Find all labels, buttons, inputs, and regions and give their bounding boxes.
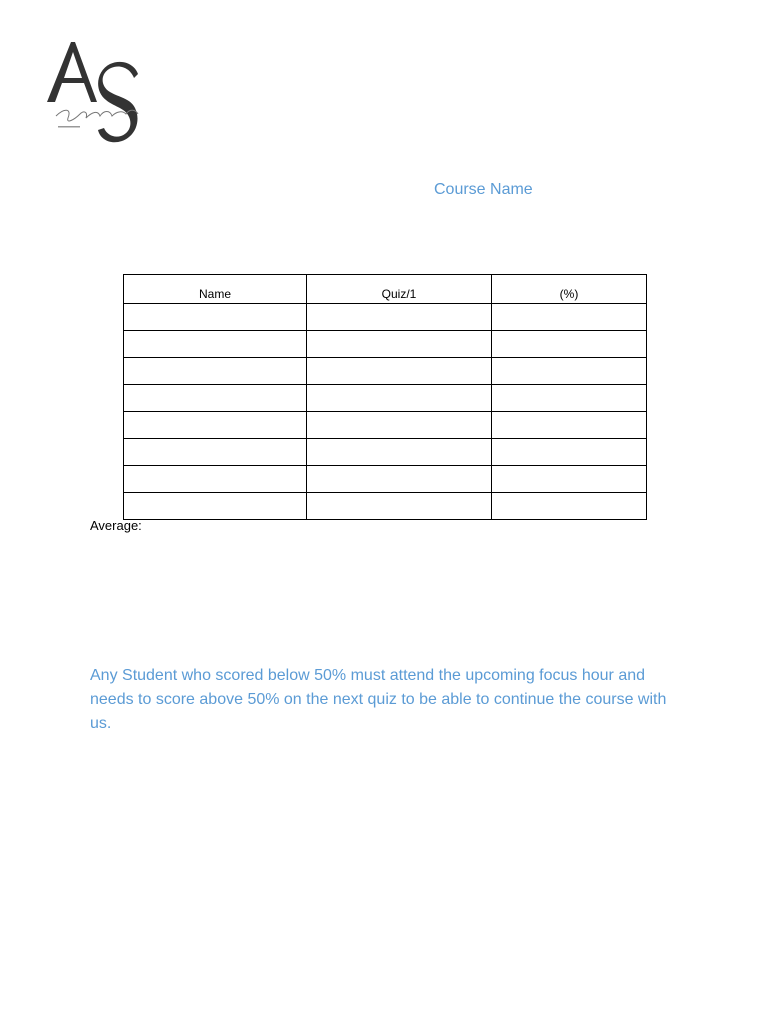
grades-table xyxy=(123,274,647,520)
column-header-percent: (%) xyxy=(492,275,647,304)
table-cell xyxy=(307,493,492,520)
table-cell xyxy=(124,493,307,520)
table-cell xyxy=(307,331,492,358)
table-cell xyxy=(124,412,307,439)
table-cell xyxy=(307,358,492,385)
table-cell xyxy=(492,439,647,466)
table-cell xyxy=(307,304,492,331)
table-cell xyxy=(492,304,647,331)
table-row xyxy=(124,493,647,520)
table-cell xyxy=(307,439,492,466)
table-cell xyxy=(492,385,647,412)
table-cell xyxy=(124,358,307,385)
brand-logo xyxy=(44,38,144,148)
table-row xyxy=(124,331,647,358)
table-cell xyxy=(307,385,492,412)
table-cell xyxy=(124,385,307,412)
average-label: Average: xyxy=(90,518,142,533)
logo-monogram-icon xyxy=(44,38,144,148)
notice-text: Any Student who scored below 50% must attend the upcoming focus hour and needs to score above 50% on the next quiz to be able to continue the course with us. xyxy=(90,667,667,732)
course-title: Course Name xyxy=(434,181,533,198)
table-cell xyxy=(124,439,307,466)
table-row xyxy=(124,412,647,439)
table-row xyxy=(124,358,647,385)
table-cell xyxy=(492,493,647,520)
table-cell xyxy=(124,466,307,493)
column-header-name: Name xyxy=(124,275,307,304)
table-cell xyxy=(307,466,492,493)
table-cell xyxy=(492,331,647,358)
table-row xyxy=(124,466,647,493)
table-cell xyxy=(492,358,647,385)
table-row xyxy=(124,439,647,466)
table-row xyxy=(124,304,647,331)
table-cell xyxy=(124,331,307,358)
table-row xyxy=(124,385,647,412)
table-cell xyxy=(492,466,647,493)
table-cell xyxy=(124,304,307,331)
table-cell xyxy=(307,412,492,439)
table-header-row xyxy=(124,275,647,304)
column-header-quiz: Quiz/1 xyxy=(307,275,492,304)
table-cell xyxy=(492,412,647,439)
